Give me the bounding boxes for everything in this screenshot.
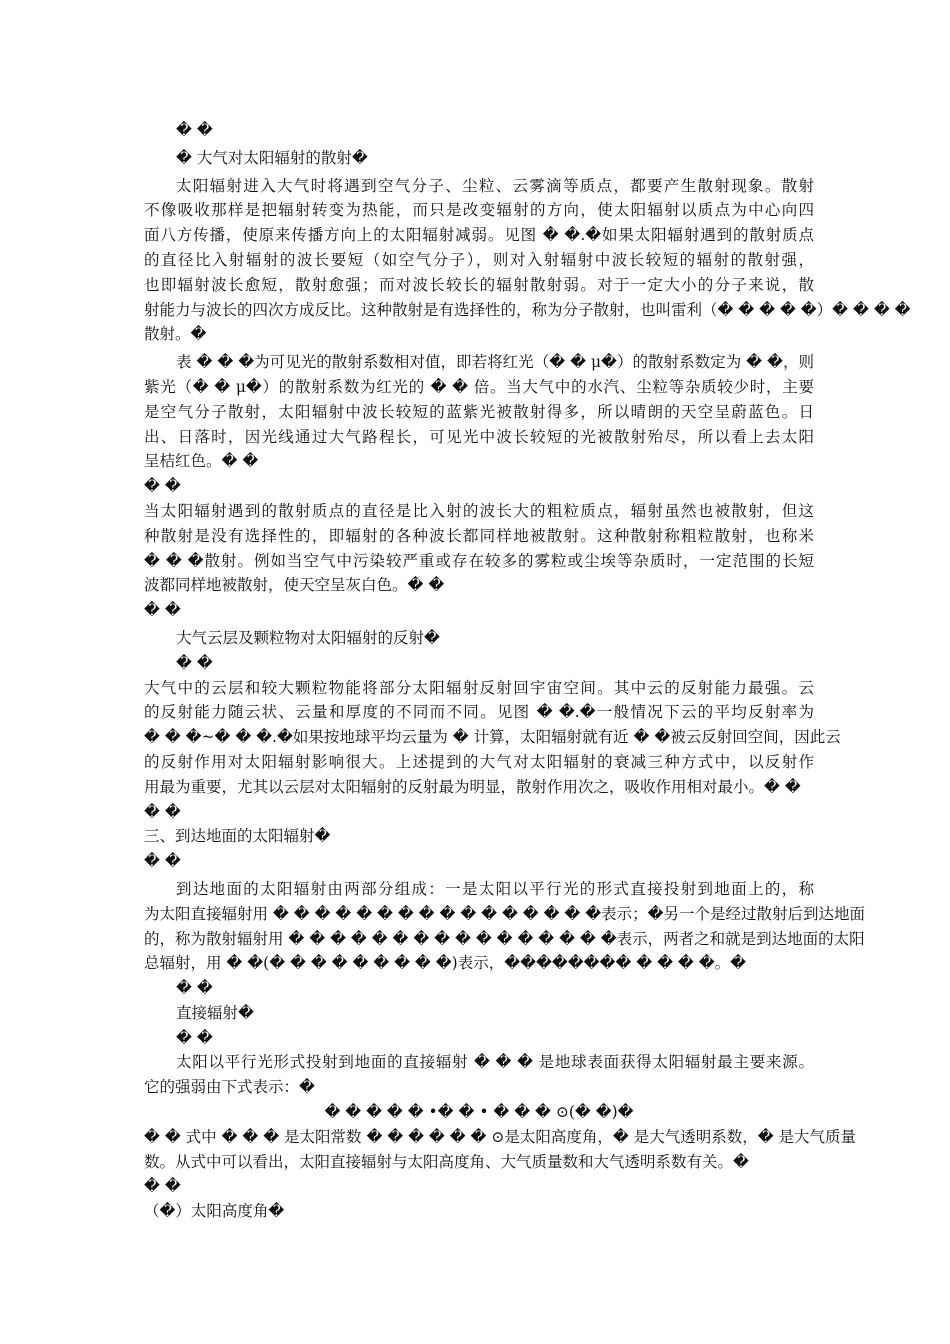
blank-marker: � �	[144, 601, 181, 620]
text-line: 为太阳直接辐射用 � � � � � � � � � � � � � � � �表示；�另一个是经过散射后到达地面	[144, 904, 866, 923]
text-line: 大气中的云层和较大颗粒物能将部分太阳辐射反射回宇宙空间。其中云的反射能力最强。云	[144, 678, 814, 697]
blank-marker: � �	[144, 1177, 181, 1196]
text-line: 种散射是没有选择性的，即辐射的各种波长都同样地被散射。这种散射称粗粒散射，也称米	[144, 526, 814, 545]
text-line: 它的强弱由下式表示：�	[144, 1078, 315, 1097]
text-line: 是空气分子散射，太阳辐射中波长较短的蓝紫光被散射得多，所以晴朗的天空呈蔚蓝色。日	[144, 402, 814, 421]
text-line: 出、日落时，因光线通过大气路程长，可见光中波长较短的光被散射殆尽，所以看上去太阳	[144, 427, 814, 446]
blank-marker: � �	[144, 477, 181, 496]
paragraph-visible-light	[144, 350, 814, 474]
heading-reflection: 大气云层及颗粒物对太阳辐射的反射�	[176, 628, 440, 647]
blank-marker: � �	[176, 653, 213, 672]
paragraph-scattering	[144, 174, 911, 348]
document-page	[144, 118, 911, 1224]
text-line: 也即辐射波长愈短，散射愈强；而对波长较长的辐射散射弱。对于一定大小的分子来说，散	[144, 275, 814, 294]
text-line: � � 式中 � � � 是太阳常数 � � � � � � ⊙是太阳高度角，� 是大气透明系数，� 是大气质量	[144, 1127, 857, 1146]
section-heading: 三、到达地面的太阳辐射�	[144, 827, 331, 846]
text-line: 总辐射，用 � �(� � � � � � � � �)表示，�������� � � � �。�	[144, 954, 747, 973]
heading-scattering: � 大气对太阳辐射的散射�	[176, 148, 368, 167]
text-line: 表 � � �为可见光的散射系数相对值，即若将红光（� � μ�）的散射系数定为 � �，则	[176, 353, 814, 372]
formula: � � � � � •� � • � � � ⊙(� �)�	[324, 1103, 634, 1122]
text-line: 用最为重要，尤其以云层对太阳辐射的反射最为明显，散射作用次之，吸收作用相对最小。� �	[144, 777, 801, 796]
text-line: 数。从式中可以看出，太阳直接辐射与太阳高度角、大气质量数和大气透明系数有关。�	[144, 1152, 749, 1171]
text-line: 波都同样地被散射，使天空呈灰白色。� �	[144, 576, 445, 595]
heading-direct-radiation: 直接辐射�	[176, 1003, 254, 1022]
text-line: 的，称为散射辐射用 � � � � � � � � � � � � � � � �表示，两者之和就是到达地面的太阳	[144, 929, 865, 948]
paragraph-direct-radiation	[144, 1050, 814, 1100]
text-line: 的直径比入射辐射的波长要短（如空气分子），则对入射辐射中波长较短的辐射的散射强，	[144, 250, 814, 269]
text-line: 当太阳辐射遇到的散射质点的直径是比入射的波长大的粗粒质点，辐射虽然也被散射，但这	[144, 501, 814, 520]
blank-marker: � �	[176, 979, 213, 998]
text-line: 紫光（� � μ�）的散射系数为红光的 � � 倍。当大气中的水汽、尘粒等杂质较少时，主要	[144, 377, 814, 396]
text-line: 太阳辐射进入大气时将遇到空气分子、尘粒、云雾滴等质点，都要产生散射现象。散射	[176, 176, 814, 195]
blank-marker: � �	[144, 802, 181, 821]
text-line: 面八方传播，使原来传播方向上的太阳辐射减弱。见图 � �.�如果太阳辐射遇到的散射质点	[144, 226, 814, 245]
paragraph-surface-radiation	[144, 877, 866, 976]
paragraph-formula-explanation	[144, 1125, 857, 1175]
text-line: � � �散射。例如当空气中污染较严重或存在较多的雾粒或尘埃等杂质时，一定范围的长短	[144, 551, 814, 570]
text-line: 射能力与波长的四次方成反比。这种散射是有选择性的，称为分子散射，也叫雷利（� � � � �）� � � �	[144, 300, 911, 319]
text-line: 的反射作用对太阳辐射影响很大。上述提到的大气对太阳辐射的衰减三种方式中，以反射作	[144, 752, 814, 771]
blank-marker: � �	[176, 1028, 213, 1047]
heading-solar-altitude: （�）太阳高度角�	[144, 1202, 285, 1221]
blank-marker: � �	[176, 121, 213, 139]
text-line: � � �~� � �.�如果按地球平均云量为 � 计算，太阳辐射就有近 � �被云反射回空间，因此云	[144, 728, 841, 747]
text-line: 的反射能力随云状、云量和厚度的不同而不同。见图 � �.�一般情况下云的平均反射率为	[144, 703, 814, 722]
blank-marker: � �	[144, 852, 181, 871]
text-line: 到达地面的太阳辐射由两部分组成：一是太阳以平行光的形式直接投射到地面上的，称	[176, 879, 814, 898]
paragraph-coarse-scattering	[144, 499, 814, 598]
text-line: 不像吸收那样是把辐射转变为热能，而只是改变辐射的方向，使太阳辐射以质点为中心向四	[144, 201, 814, 220]
paragraph-reflection	[144, 676, 841, 800]
text-line: 太阳以平行光形式投射到地面的直接辐射 � � � 是地球表面获得太阳辐射最主要来源。	[176, 1053, 814, 1072]
text-line: 散射。�	[144, 325, 207, 344]
text-line: 呈桔红色。� �	[144, 452, 259, 471]
